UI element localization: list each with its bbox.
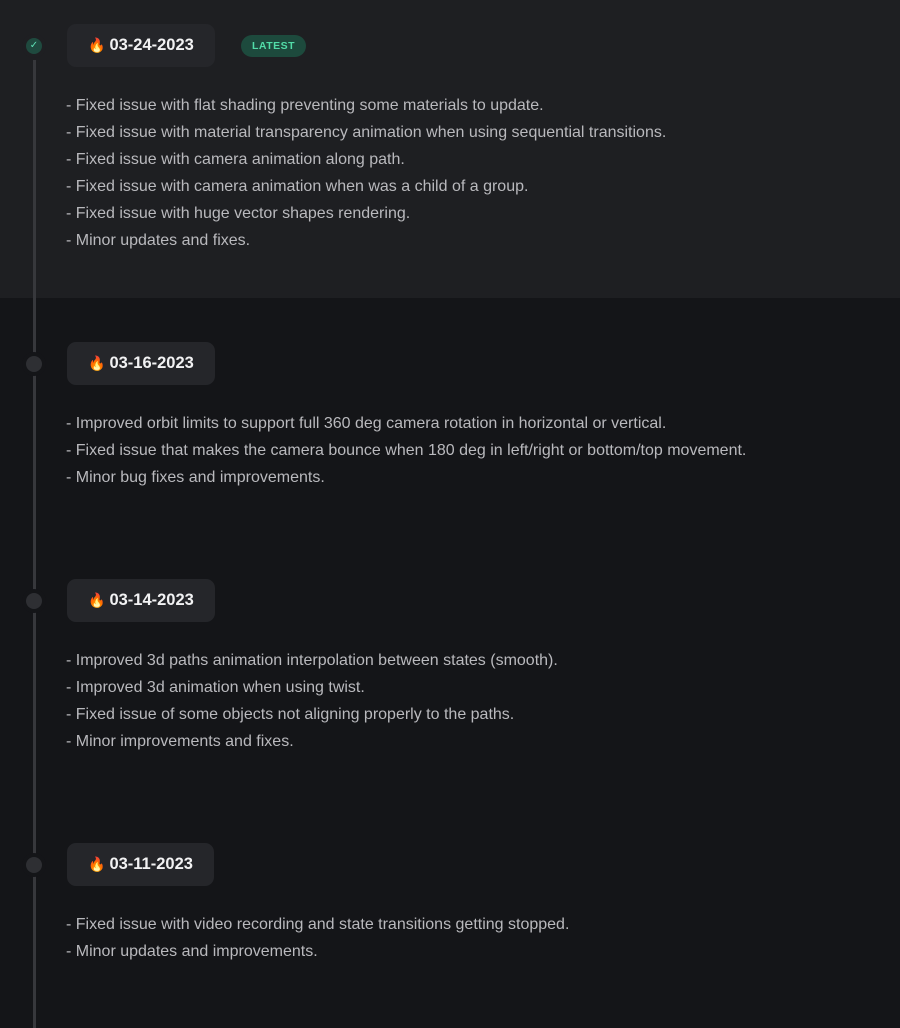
notes-list [66, 410, 746, 491]
changelog-note: - Fixed issue of some objects not aligning properly to the paths. [66, 706, 515, 723]
date-pill [67, 579, 215, 622]
changelog-note: - Fixed issue that makes the camera bounce when 180 deg in left/right or bottom/top movement. [66, 442, 747, 459]
fire-icon: 🔥 [88, 355, 106, 371]
changelog-note: - Fixed issue with video recording and state transitions getting stopped. [66, 916, 570, 933]
date-pill [67, 843, 214, 886]
changelog-note: - Minor updates and improvements. [66, 943, 318, 960]
latest-badge: LATEST [241, 35, 306, 57]
timeline-dot [26, 857, 42, 873]
changelog-note: - Improved 3d animation when using twist. [66, 679, 365, 696]
changelog-note: - Improved orbit limits to support full 360 deg camera rotation in horizontal or vertical. [66, 415, 667, 432]
fire-icon: 🔥 [88, 37, 106, 53]
timeline-dot [26, 593, 42, 609]
changelog-note: - Minor updates and fixes. [66, 232, 251, 249]
changelog-note: - Minor bug fixes and improvements. [66, 469, 325, 486]
changelog-note: - Fixed issue with material transparency animation when using sequential transitions. [66, 124, 667, 141]
entry-date: 03-11-2023 [109, 855, 193, 873]
changelog-note: - Improved 3d paths animation interpolation between states (smooth). [66, 652, 558, 669]
check-circle-icon: ✓ [26, 38, 42, 54]
changelog-note: - Fixed issue with flat shading preventing some materials to update. [66, 97, 544, 114]
changelog-note: - Minor improvements and fixes. [66, 733, 294, 750]
entry-date: 03-16-2023 [109, 354, 194, 372]
notes-list [66, 647, 558, 755]
fire-icon: 🔥 [88, 592, 106, 608]
notes-list [66, 911, 569, 965]
entry-date: 03-14-2023 [109, 591, 194, 609]
fire-icon: 🔥 [88, 856, 106, 872]
date-pill [67, 342, 215, 385]
date-pill [67, 24, 215, 67]
timeline-line [33, 60, 36, 1028]
changelog-note: - Fixed issue with camera animation along path. [66, 151, 405, 168]
changelog-note: - Fixed issue with huge vector shapes rendering. [66, 205, 411, 222]
entry-date: 03-24-2023 [109, 36, 194, 54]
changelog-note: - Fixed issue with camera animation when was a child of a group. [66, 178, 529, 195]
timeline-dot [26, 356, 42, 372]
notes-list [66, 92, 666, 254]
